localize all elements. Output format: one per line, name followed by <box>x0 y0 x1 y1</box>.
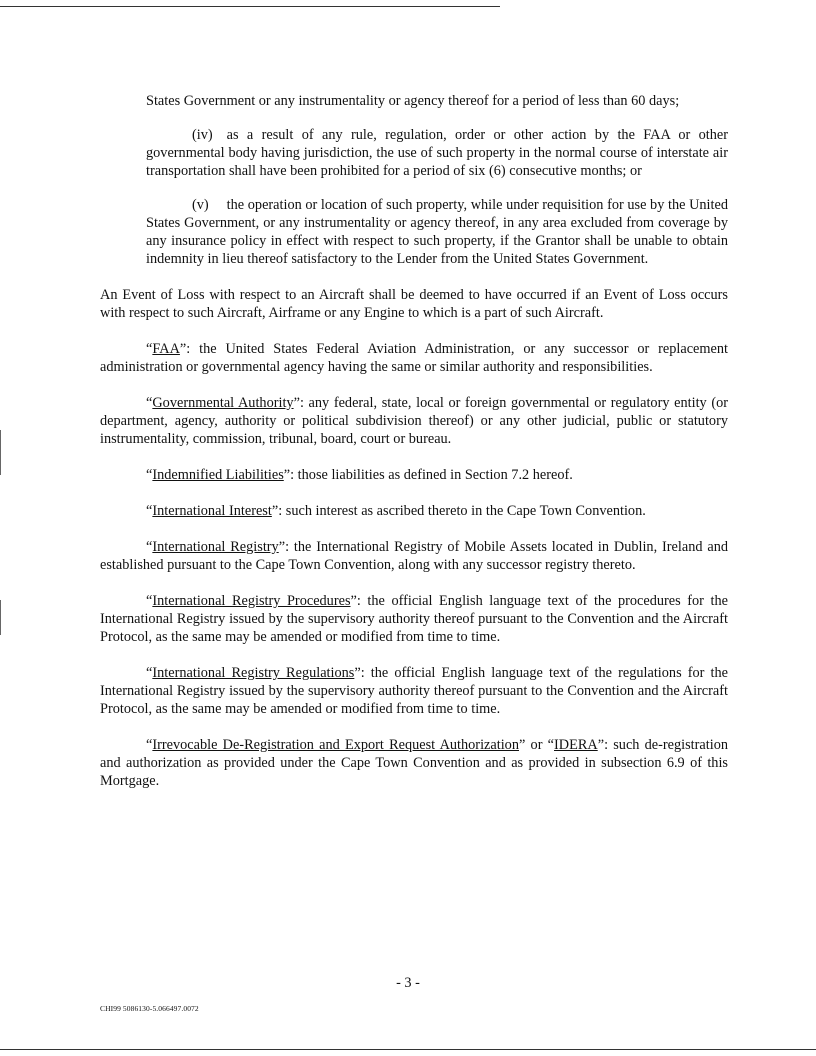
top-scan-line <box>0 6 500 7</box>
clause-v-label: (v) <box>192 197 209 213</box>
definition-term: International Interest <box>152 503 272 519</box>
quote-open: “ <box>146 593 153 609</box>
definition-term: International Registry Procedures <box>152 593 351 609</box>
quote-close: ” <box>179 341 187 357</box>
quote-open: “ <box>547 737 555 753</box>
document-id: CHI99 5086130-5.066497.0072 <box>100 1004 199 1013</box>
definition-international-registry <box>100 538 728 574</box>
definition-term: International Registry Regulations <box>152 665 355 681</box>
left-edge-mark <box>0 430 1 475</box>
definition-term: International Registry <box>152 539 279 555</box>
left-edge-mark <box>0 600 1 635</box>
definition-term: Irrevocable De-Registration and Export Request Authorization <box>152 737 519 753</box>
definition-text: : the official English language text of the regulations for the International Registry issued by the supervisory authority thereof pursuant to the Convention and the Aircraft Protocol, as the same may be amended or modified from time to time. <box>100 665 728 717</box>
clause-iv <box>146 126 728 180</box>
quote-close: ” <box>271 503 279 519</box>
quote-close: ” <box>518 737 526 753</box>
quote-close: ” <box>293 395 300 411</box>
quote-close: ” <box>597 737 605 753</box>
page-number: - 3 - <box>396 975 420 991</box>
clause-iv-text: as a result of any rule, regulation, order or other action by the FAA or other governmental body having jurisdiction, the use of such property in the normal course of interstate air transportation shall have been prohibited for a period of six (6) consecutive months; or <box>146 127 728 179</box>
quote-open: “ <box>146 467 153 483</box>
bottom-scan-line <box>0 1049 816 1050</box>
quote-open: “ <box>146 737 153 753</box>
definition-text: : such de-registration and authorization as provided under the Cape Town Convention and as provided in subsection 6.9 of this Mortgage. <box>100 737 728 789</box>
quote-open: “ <box>146 539 153 555</box>
definition-text: : those liabilities as defined in Section 7.2 hereof. <box>290 467 573 483</box>
definition-term-abbrev: IDERA <box>554 737 598 753</box>
definition-term: Governmental Authority <box>152 395 294 411</box>
definition-text: : the official English language text of the procedures for the International Registry issued by the supervisory authority thereof pursuant to the Convention and the Aircraft Protocol, as the same may be amended or modified from time to time. <box>100 593 728 645</box>
definition-text: : the United States Federal Aviation Administration, or any successor or replacement administration or governmental agency having the same or similar authority and responsibilities. <box>100 341 728 375</box>
definition-term: FAA <box>152 341 180 357</box>
definition-international-interest <box>100 502 728 520</box>
quote-close: ” <box>278 539 286 555</box>
definition-text: : any federal, state, local or foreign governmental or regulatory entity (or department, agency, authority or political subdivision thereof) or any other judicial, public or statutory instrumentality, commission, tribunal, board, court or bureau. <box>100 395 728 447</box>
definition-idera <box>100 736 728 790</box>
quote-open: “ <box>146 341 153 357</box>
definition-governmental-authority <box>100 394 728 448</box>
quote-open: “ <box>146 503 153 519</box>
document-body <box>100 92 728 790</box>
definition-connector: or <box>525 737 548 753</box>
quote-close: ” <box>350 593 357 609</box>
definition-faa <box>100 340 728 376</box>
definition-international-registry-procedures <box>100 592 728 646</box>
definition-text: : the International Registry of Mobile Assets located in Dublin, Ireland and established pursuant to the Cape Town Convention, along with any successor registry thereto. <box>100 539 728 573</box>
clause-v <box>146 196 728 268</box>
clause-v-text: the operation or location of such property, while under requisition for use by the United States Government, or any instrumentality or agency thereof, in any area excluded from coverage by any insurance policy in effect with respect to such property, if the Grantor shall be unable to obtain indemnity in lieu thereof satisfactory to the Lender from the United States Government. <box>146 197 728 267</box>
quote-close: ” <box>354 665 361 681</box>
definition-indemnified-liabilities <box>100 466 728 484</box>
quote-open: “ <box>146 395 153 411</box>
definition-international-registry-regulations <box>100 664 728 718</box>
definition-text: : such interest as ascribed thereto in the Cape Town Convention. <box>278 503 646 519</box>
event-of-loss-paragraph: An Event of Loss with respect to an Aircraft shall be deemed to have occurred if an Event of Loss occurs with respect to such Aircraft, Airframe or any Engine to which is a part of such Aircraft. <box>100 287 728 321</box>
clause-iv-label: (iv) <box>192 127 213 143</box>
quote-close: ” <box>283 467 291 483</box>
definition-term: Indemnified Liabilities <box>152 467 284 483</box>
quote-open: “ <box>146 665 153 681</box>
continued-paragraph: States Government or any instrumentality or agency thereof for a period of less than 60 days; <box>146 93 680 109</box>
